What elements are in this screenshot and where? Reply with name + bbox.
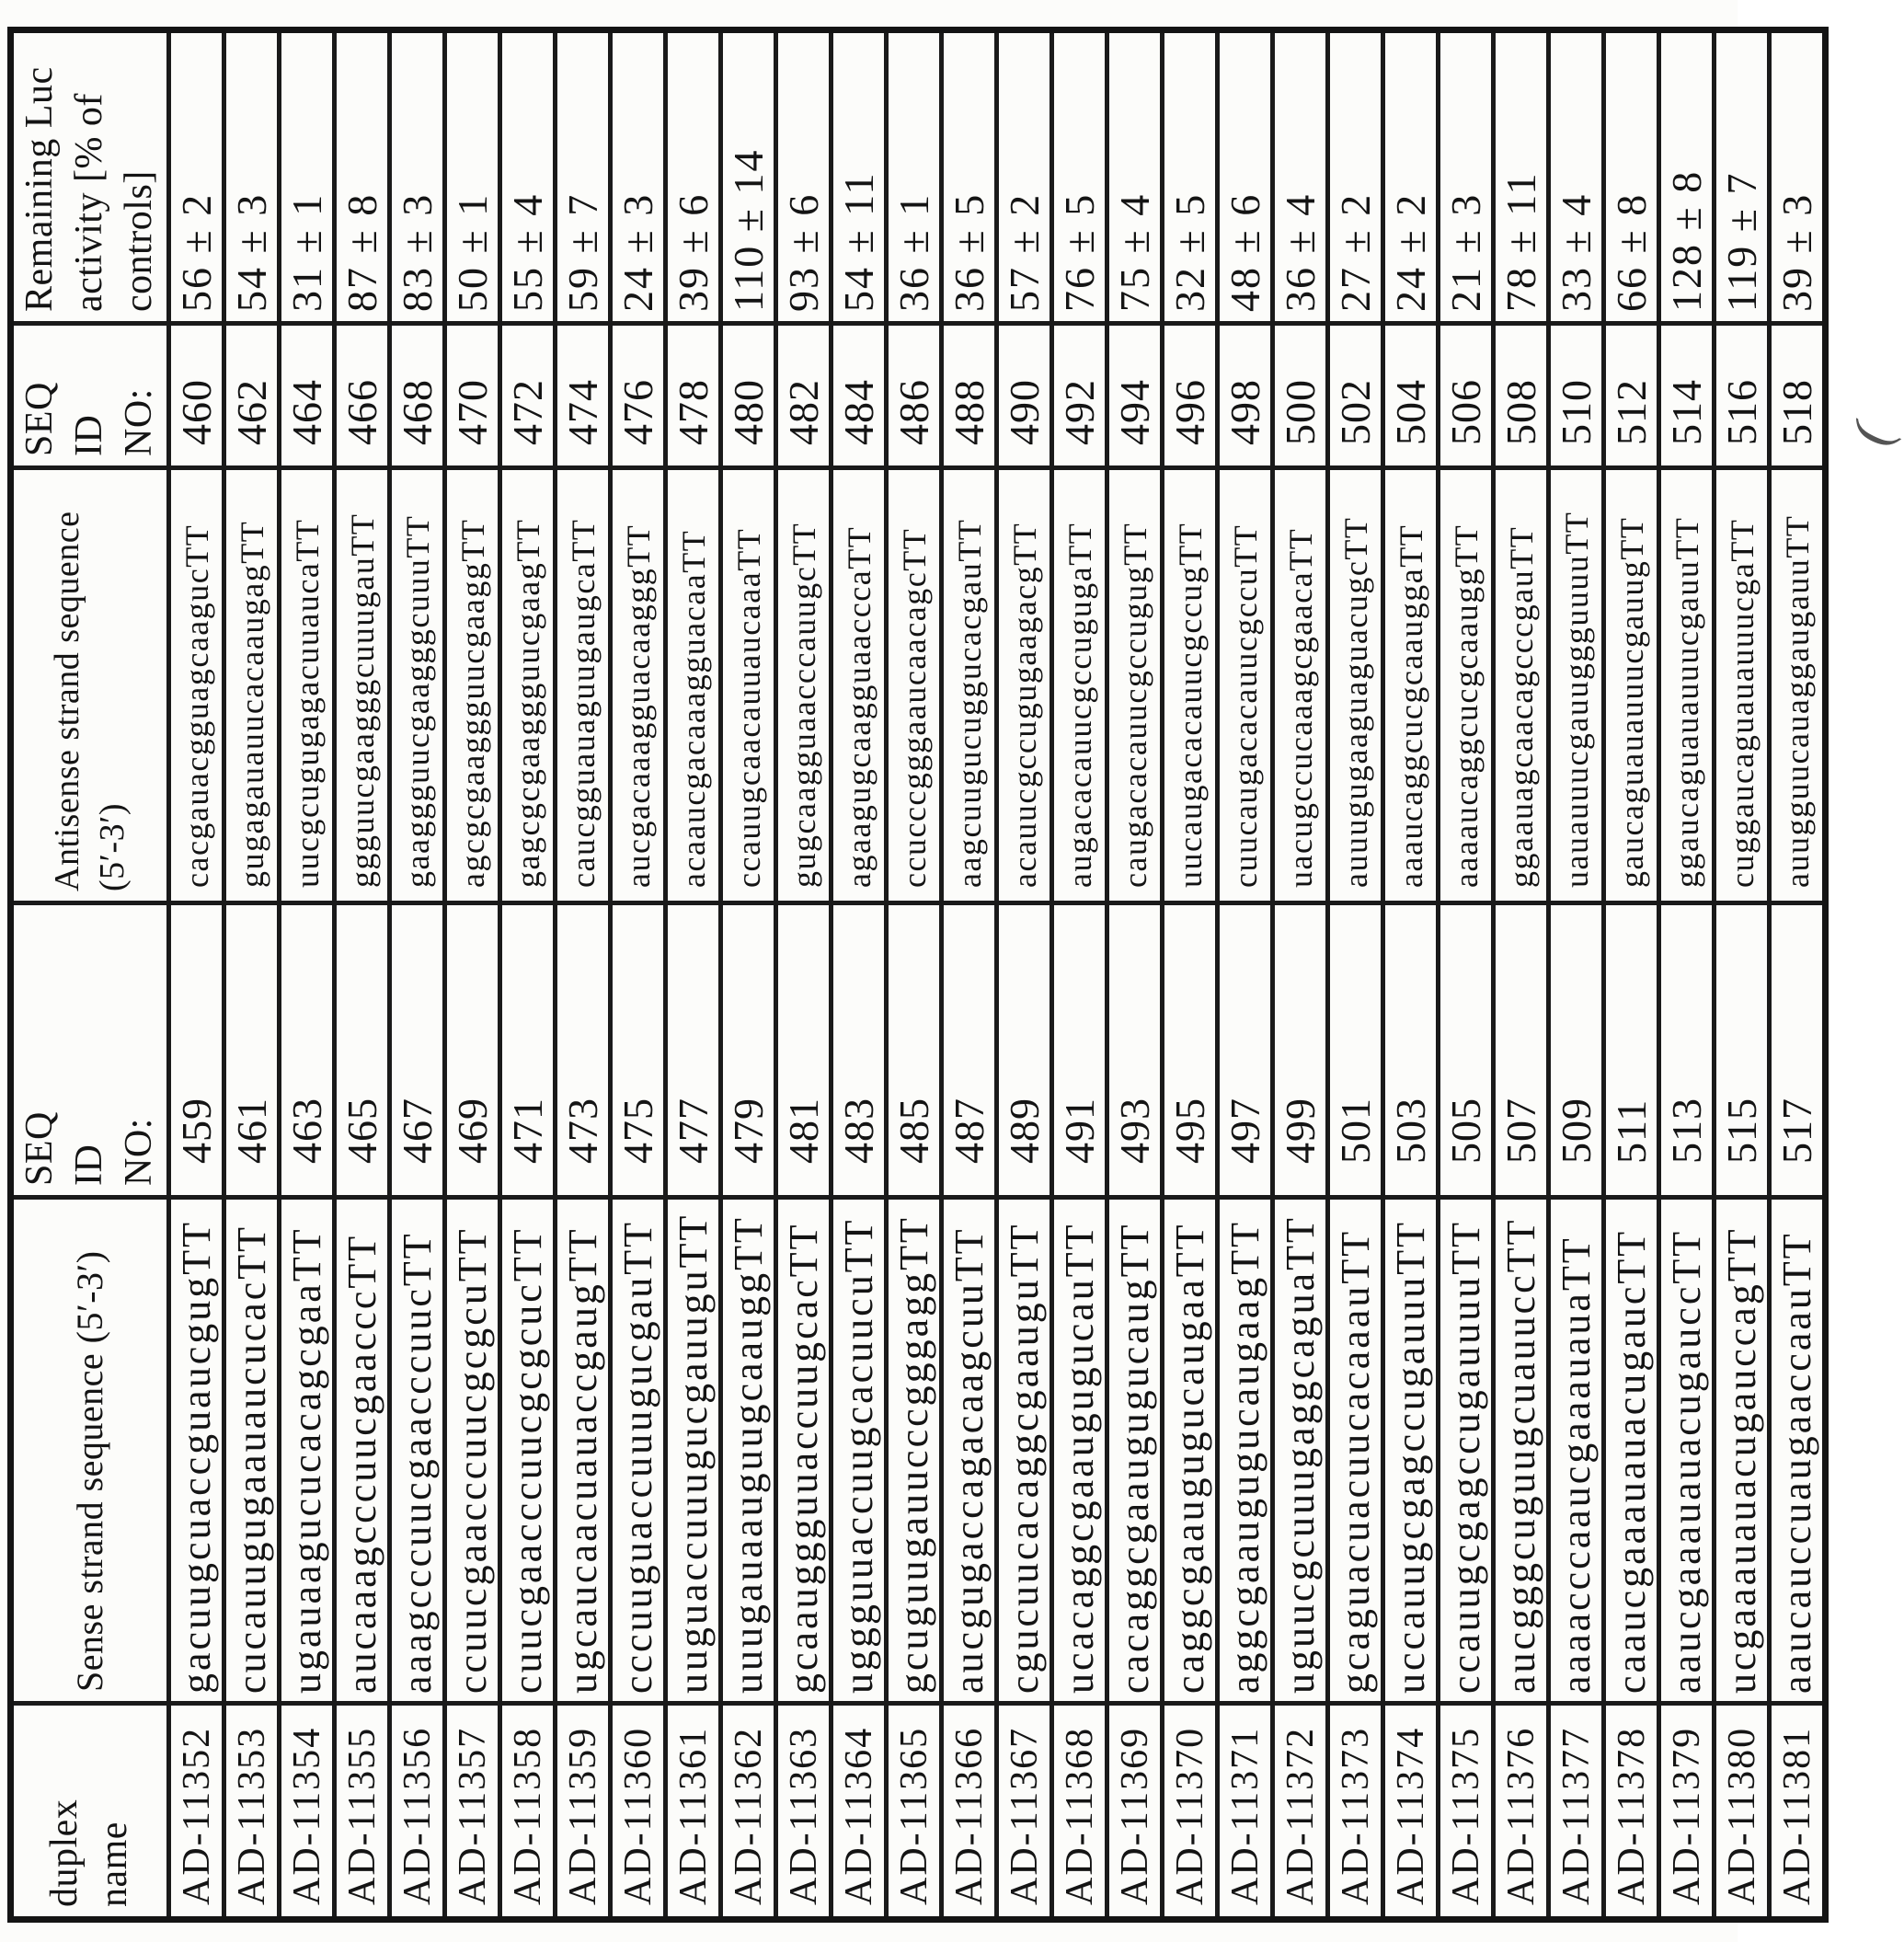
cell-seq-id-sense: 491 <box>1052 903 1107 1198</box>
table-header-row <box>11 30 169 1920</box>
cell-seq-id-antisense: 480 <box>721 324 776 468</box>
cell-duplex-name: AD-11375 <box>1439 1704 1494 1920</box>
cell-duplex-name: AD-11368 <box>1052 1704 1107 1920</box>
table-row <box>1549 30 1604 1920</box>
cell-duplex-name: AD-11380 <box>1715 1704 1770 1920</box>
cell-remaining-activity: 93 ± 6 <box>776 30 832 324</box>
cell-antisense-sequence: aucgacaaagguacaagggTT <box>611 468 666 903</box>
cell-duplex-name: AD-11352 <box>169 1704 224 1920</box>
cell-seq-id-antisense: 464 <box>280 324 335 468</box>
cell-seq-id-antisense: 500 <box>1273 324 1328 468</box>
cell-duplex-name: AD-11366 <box>942 1704 997 1920</box>
header-sense-sequence: Sense strand sequence (5′-3′) <box>11 1198 169 1704</box>
cell-duplex-name: AD-11362 <box>721 1704 776 1920</box>
cell-sense-sequence: gcaguacuacuucacaaauTT <box>1328 1198 1383 1704</box>
cell-remaining-activity: 33 ± 4 <box>1549 30 1604 324</box>
table-row <box>500 30 556 1920</box>
cell-antisense-sequence: ccucccgggaaucaacagcTT <box>887 468 942 903</box>
cell-duplex-name: AD-11369 <box>1107 1704 1163 1920</box>
cell-duplex-name: AD-11376 <box>1494 1704 1549 1920</box>
cell-remaining-activity: 83 ± 3 <box>390 30 445 324</box>
cell-seq-id-sense: 473 <box>556 903 611 1198</box>
table-row <box>1439 30 1494 1920</box>
table-row <box>1659 30 1715 1920</box>
cell-antisense-sequence: acauucgccugugaagacgTT <box>997 468 1052 903</box>
cell-seq-id-antisense: 516 <box>1715 324 1770 468</box>
cell-duplex-name: AD-11377 <box>1549 1704 1604 1920</box>
cell-remaining-activity: 110 ± 14 <box>721 30 776 324</box>
cell-duplex-name: AD-11373 <box>1328 1704 1383 1920</box>
cell-antisense-sequence: ccauugcaacauuaucaaaTT <box>721 468 776 903</box>
table-row <box>169 30 224 1920</box>
cell-remaining-activity: 78 ± 11 <box>1494 30 1549 324</box>
cell-sense-sequence: uuugauaauguugcaauggTT <box>721 1198 776 1704</box>
cell-sense-sequence: caggcgaaugugucaugaaTT <box>1163 1198 1218 1704</box>
cell-antisense-sequence: uauauuucgauuggguuuuTT <box>1549 468 1604 903</box>
table-row <box>1604 30 1659 1920</box>
cell-seq-id-antisense: 502 <box>1328 324 1383 468</box>
cell-remaining-activity: 27 ± 2 <box>1328 30 1383 324</box>
cell-seq-id-sense: 517 <box>1770 903 1826 1198</box>
cell-antisense-sequence: agcgcgaaggguucgaaggTT <box>445 468 500 903</box>
header-seq-id-antisense: SEQ ID NO: <box>11 324 169 468</box>
cell-sense-sequence: gacuugcuaccguaucgugTT <box>169 1198 224 1704</box>
cell-duplex-name: AD-11357 <box>445 1704 500 1920</box>
cell-remaining-activity: 36 ± 1 <box>887 30 942 324</box>
cell-seq-id-sense: 467 <box>390 903 445 1198</box>
cell-remaining-activity: 119 ± 7 <box>1715 30 1770 324</box>
cell-sense-sequence: uuguaccuuugucgauuguTT <box>666 1198 721 1704</box>
cell-seq-id-sense: 463 <box>280 903 335 1198</box>
cell-duplex-name: AD-11367 <box>997 1704 1052 1920</box>
table-row <box>666 30 721 1920</box>
cell-duplex-name: AD-11364 <box>832 1704 887 1920</box>
cell-seq-id-sense: 497 <box>1218 903 1273 1198</box>
cell-sense-sequence: aaucauccuaugaaccaauTT <box>1770 1198 1826 1704</box>
header-antisense-sequence: Antisense strand sequence (5′-3′) <box>11 468 169 903</box>
cell-seq-id-sense: 501 <box>1328 903 1383 1198</box>
cell-antisense-sequence: caugacacauucgccugugTT <box>1107 468 1163 903</box>
table-row <box>1770 30 1826 1920</box>
cell-seq-id-antisense: 514 <box>1659 324 1715 468</box>
cell-seq-id-sense: 499 <box>1273 903 1328 1198</box>
cell-remaining-activity: 21 ± 3 <box>1439 30 1494 324</box>
cell-duplex-name: AD-11372 <box>1273 1704 1328 1920</box>
cell-remaining-activity: 54 ± 3 <box>224 30 280 324</box>
cell-sense-sequence: cgucuucacaggcgaauguTT <box>997 1198 1052 1704</box>
cell-sense-sequence: uggguuaccuugcacuucuTT <box>832 1198 887 1704</box>
cell-seq-id-antisense: 470 <box>445 324 500 468</box>
cell-remaining-activity: 55 ± 4 <box>500 30 556 324</box>
cell-remaining-activity: 66 ± 8 <box>1604 30 1659 324</box>
cell-seq-id-sense: 495 <box>1163 903 1218 1198</box>
cell-remaining-activity: 87 ± 8 <box>335 30 390 324</box>
table-body <box>169 30 1826 1920</box>
cell-sense-sequence: ucacaggcgaaugugucauTT <box>1052 1198 1107 1704</box>
cell-duplex-name: AD-11358 <box>500 1704 556 1920</box>
table-row <box>556 30 611 1920</box>
cell-seq-id-sense: 481 <box>776 903 832 1198</box>
cell-antisense-sequence: cacgauacgguagcaagucTT <box>169 468 224 903</box>
cell-seq-id-sense: 461 <box>224 903 280 1198</box>
cell-sense-sequence: uguucgcuuugaggcaguaTT <box>1273 1198 1328 1704</box>
cell-seq-id-sense: 459 <box>169 903 224 1198</box>
cell-antisense-sequence: gaaggguucgaagggcuuuTT <box>390 468 445 903</box>
cell-seq-id-sense: 513 <box>1659 903 1715 1198</box>
cell-sense-sequence: ugcaucaacuauaccgaugTT <box>556 1198 611 1704</box>
cell-sense-sequence: caaucgaaauauacugaucTT <box>1604 1198 1659 1704</box>
cell-seq-id-sense: 485 <box>887 903 942 1198</box>
cell-seq-id-antisense: 462 <box>224 324 280 468</box>
table-row <box>224 30 280 1920</box>
cell-antisense-sequence: auugguucauaggaugauuTT <box>1770 468 1826 903</box>
cell-duplex-name: AD-11365 <box>887 1704 942 1920</box>
header-duplex-name: duplex name <box>11 1704 169 1920</box>
cell-seq-id-antisense: 496 <box>1163 324 1218 468</box>
cell-sense-sequence: aaagcccuucgaacccuucTT <box>390 1198 445 1704</box>
cell-seq-id-antisense: 492 <box>1052 324 1107 468</box>
table-row <box>1715 30 1770 1920</box>
cell-seq-id-antisense: 474 <box>556 324 611 468</box>
cell-seq-id-antisense: 494 <box>1107 324 1163 468</box>
cell-seq-id-antisense: 468 <box>390 324 445 468</box>
cell-sense-sequence: ucgaaauauacugauccagTT <box>1715 1198 1770 1704</box>
cell-remaining-activity: 75 ± 4 <box>1107 30 1163 324</box>
cell-antisense-sequence: augacacauucgccugugaTT <box>1052 468 1107 903</box>
cell-seq-id-sense: 487 <box>942 903 997 1198</box>
cell-seq-id-antisense: 478 <box>666 324 721 468</box>
table-row <box>1383 30 1439 1920</box>
header-remaining-activity: Remaining Luc activity [% of controls] <box>11 30 169 324</box>
cell-remaining-activity: 24 ± 2 <box>1383 30 1439 324</box>
cell-remaining-activity: 39 ± 6 <box>666 30 721 324</box>
cell-sense-sequence: ccuucgaacccuucgcgcuTT <box>445 1198 500 1704</box>
cell-antisense-sequence: agaagugcaagguaacccaTT <box>832 468 887 903</box>
table-row <box>942 30 997 1920</box>
cell-antisense-sequence: auuugugaaguaguacugcTT <box>1328 468 1383 903</box>
cell-antisense-sequence: ggaucaguauauuucgauuTT <box>1659 468 1715 903</box>
cell-seq-id-antisense: 490 <box>997 324 1052 468</box>
cell-seq-id-sense: 479 <box>721 903 776 1198</box>
cell-sense-sequence: aaaacccaaucgaaauauaTT <box>1549 1198 1604 1704</box>
cell-remaining-activity: 36 ± 4 <box>1273 30 1328 324</box>
table-row <box>611 30 666 1920</box>
cell-duplex-name: AD-11360 <box>611 1704 666 1920</box>
cell-sense-sequence: uccauugcgagccugauuuTT <box>1383 1198 1439 1704</box>
cell-seq-id-sense: 483 <box>832 903 887 1198</box>
cell-seq-id-sense: 503 <box>1383 903 1439 1198</box>
cell-duplex-name: AD-11354 <box>280 1704 335 1920</box>
cell-antisense-sequence: uacugccucaaagcgaacaTT <box>1273 468 1328 903</box>
cell-duplex-name: AD-11361 <box>666 1704 721 1920</box>
cell-duplex-name: AD-11359 <box>556 1704 611 1920</box>
scan-artifact: ( <box>1839 411 1903 454</box>
cell-seq-id-antisense: 486 <box>887 324 942 468</box>
cell-antisense-sequence: gugagauauucacaaugagTT <box>224 468 280 903</box>
cell-duplex-name: AD-11356 <box>390 1704 445 1920</box>
table-row <box>1494 30 1549 1920</box>
cell-seq-id-sense: 471 <box>500 903 556 1198</box>
cell-duplex-name: AD-11378 <box>1604 1704 1659 1920</box>
cell-seq-id-antisense: 488 <box>942 324 997 468</box>
cell-antisense-sequence: aaaucaggcucgcaauggaTT <box>1383 468 1439 903</box>
cell-antisense-sequence: ggguucgaagggcuuugauTT <box>335 468 390 903</box>
cell-antisense-sequence: gugcaagguaacccauugcTT <box>776 468 832 903</box>
table-row <box>1273 30 1328 1920</box>
cell-sense-sequence: ugauaagucucacagcgaaTT <box>280 1198 335 1704</box>
cell-sense-sequence: cucauugugaauaucucacTT <box>224 1198 280 1704</box>
cell-seq-id-sense: 489 <box>997 903 1052 1198</box>
table-row <box>1052 30 1107 1920</box>
cell-antisense-sequence: aagcuugucuggucacgauTT <box>942 468 997 903</box>
cell-antisense-sequence: cuucaugacacauucgccuTT <box>1218 468 1273 903</box>
cell-seq-id-antisense: 504 <box>1383 324 1439 468</box>
cell-duplex-name: AD-11370 <box>1163 1704 1218 1920</box>
table-row <box>390 30 445 1920</box>
cell-remaining-activity: 50 ± 1 <box>445 30 500 324</box>
cell-remaining-activity: 32 ± 5 <box>1163 30 1218 324</box>
cell-antisense-sequence: gagcgcgaaggguucgaagTT <box>500 468 556 903</box>
cell-seq-id-antisense: 510 <box>1549 324 1604 468</box>
cell-remaining-activity: 31 ± 1 <box>280 30 335 324</box>
cell-duplex-name: AD-11363 <box>776 1704 832 1920</box>
cell-seq-id-sense: 469 <box>445 903 500 1198</box>
cell-seq-id-antisense: 508 <box>1494 324 1549 468</box>
cell-duplex-name: AD-11374 <box>1383 1704 1439 1920</box>
cell-duplex-name: AD-11371 <box>1218 1704 1273 1920</box>
table-row <box>997 30 1052 1920</box>
cell-seq-id-antisense: 466 <box>335 324 390 468</box>
table-row <box>887 30 942 1920</box>
table-row <box>1218 30 1273 1920</box>
cell-seq-id-antisense: 498 <box>1218 324 1273 468</box>
cell-sense-sequence: aucgugaccagacaagcuuTT <box>942 1198 997 1704</box>
cell-remaining-activity: 76 ± 5 <box>1052 30 1107 324</box>
cell-remaining-activity: 128 ± 8 <box>1659 30 1715 324</box>
cell-seq-id-antisense: 484 <box>832 324 887 468</box>
cell-sense-sequence: cacaggcgaaugugucaugTT <box>1107 1198 1163 1704</box>
cell-seq-id-antisense: 460 <box>169 324 224 468</box>
cell-remaining-activity: 48 ± 6 <box>1218 30 1273 324</box>
table-row <box>776 30 832 1920</box>
table-row <box>335 30 390 1920</box>
cell-remaining-activity: 24 ± 3 <box>611 30 666 324</box>
cell-seq-id-antisense: 472 <box>500 324 556 468</box>
cell-seq-id-sense: 465 <box>335 903 390 1198</box>
table-row <box>1328 30 1383 1920</box>
cell-sense-sequence: cccuuguaccuuugucgauTT <box>611 1198 666 1704</box>
cell-antisense-sequence: acaaucgacaaagguacaaTT <box>666 468 721 903</box>
cell-seq-id-antisense: 512 <box>1604 324 1659 468</box>
cell-remaining-activity: 36 ± 5 <box>942 30 997 324</box>
cell-remaining-activity: 56 ± 2 <box>169 30 224 324</box>
cell-seq-id-sense: 507 <box>1494 903 1549 1198</box>
cell-remaining-activity: 59 ± 7 <box>556 30 611 324</box>
cell-seq-id-sense: 509 <box>1549 903 1604 1198</box>
cell-antisense-sequence: caucgguauaguugaugcaTT <box>556 468 611 903</box>
cell-seq-id-sense: 475 <box>611 903 666 1198</box>
cell-sense-sequence: ccauugcgagccugauuuuTT <box>1439 1198 1494 1704</box>
cell-seq-id-sense: 511 <box>1604 903 1659 1198</box>
cell-antisense-sequence: gaucaguauauuucgauugTT <box>1604 468 1659 903</box>
header-seq-id-sense: SEQ ID NO: <box>11 903 169 1198</box>
cell-antisense-sequence: uucaugacacauucgccugTT <box>1163 468 1218 903</box>
cell-sense-sequence: gcuguugauucccgggaggTT <box>887 1198 942 1704</box>
cell-remaining-activity: 57 ± 2 <box>997 30 1052 324</box>
cell-sense-sequence: aucaaagcccuucgaacccTT <box>335 1198 390 1704</box>
cell-remaining-activity: 39 ± 3 <box>1770 30 1826 324</box>
cell-seq-id-sense: 477 <box>666 903 721 1198</box>
cell-sense-sequence: cuucgaacccuucgcgcucTT <box>500 1198 556 1704</box>
cell-seq-id-sense: 493 <box>1107 903 1163 1198</box>
table-row <box>721 30 776 1920</box>
cell-sense-sequence: aggcgaaugugucaugaagTT <box>1218 1198 1273 1704</box>
table-row <box>832 30 887 1920</box>
cell-antisense-sequence: cuggaucaguauauuucgaTT <box>1715 468 1770 903</box>
cell-seq-id-antisense: 506 <box>1439 324 1494 468</box>
cell-antisense-sequence: ggaauagcaacagcccgauTT <box>1494 468 1549 903</box>
cell-sense-sequence: gcaauggguuaccuugcacTT <box>776 1198 832 1704</box>
cell-sense-sequence: aaucgaaauauacugauccTT <box>1659 1198 1715 1704</box>
cell-seq-id-antisense: 476 <box>611 324 666 468</box>
cell-remaining-activity: 54 ± 11 <box>832 30 887 324</box>
cell-duplex-name: AD-11355 <box>335 1704 390 1920</box>
cell-duplex-name: AD-11353 <box>224 1704 280 1920</box>
table-row <box>280 30 335 1920</box>
table-row <box>445 30 500 1920</box>
cell-seq-id-sense: 505 <box>1439 903 1494 1198</box>
cell-sense-sequence: aucgggcuguugcuauuccTT <box>1494 1198 1549 1704</box>
table-row <box>1163 30 1218 1920</box>
cell-antisense-sequence: aaaaucaggcucgcaauggTT <box>1439 468 1494 903</box>
sirna-duplex-table <box>7 27 1829 1923</box>
cell-antisense-sequence: uucgcugugagacuuaucaTT <box>280 468 335 903</box>
cell-seq-id-sense: 515 <box>1715 903 1770 1198</box>
cell-seq-id-antisense: 518 <box>1770 324 1826 468</box>
cell-duplex-name: AD-11381 <box>1770 1704 1826 1920</box>
cell-duplex-name: AD-11379 <box>1659 1704 1715 1920</box>
cell-seq-id-antisense: 482 <box>776 324 832 468</box>
table-row <box>1107 30 1163 1920</box>
